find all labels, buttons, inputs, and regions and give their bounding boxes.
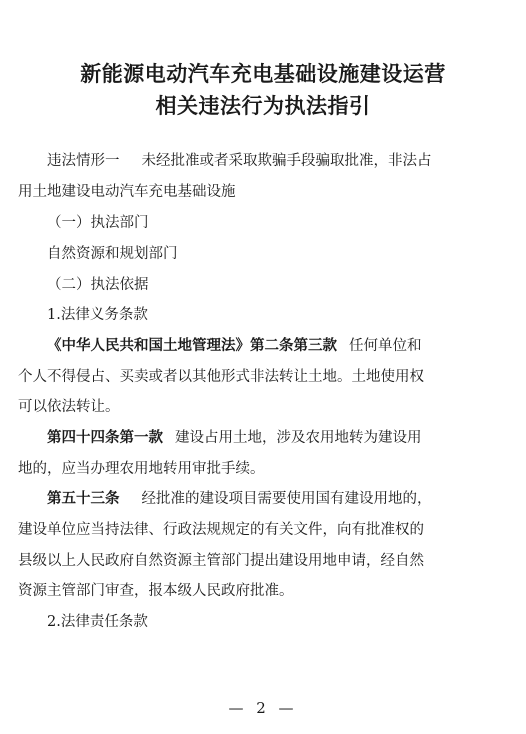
case-paragraph-line-2: 用土地建设电动汽车充电基础设施 (18, 184, 236, 200)
obligations-heading: 1.法律义务条款 (47, 307, 148, 323)
law3-line-4: 资源主管部门审查，报本级人民政府批准。 (18, 583, 294, 599)
document-title-line-2: 相关违法行为执法指引 (155, 94, 371, 118)
liability-heading: 2.法律责任条款 (47, 614, 148, 630)
law3-line-3: 县级以上人民政府自然资源主管部门提出建设用地申请，经自然 (18, 553, 424, 569)
section1-content: 自然资源和规划部门 (47, 246, 178, 262)
page-number: — 2 — (228, 699, 298, 717)
law2-line-2: 地的，应当办理农用地转用审批手续。 (18, 461, 265, 477)
case-paragraph-line-1 (18, 151, 526, 171)
law1-line-1 (18, 336, 526, 356)
law1-reference: 《中华人民共和国土地管理法》第二条第三款 (47, 338, 337, 354)
law1-line-2: 个人不得侵占、买卖或者以其他形式非法转让土地。土地使用权 (18, 369, 424, 385)
case-label: 违法情形一 (47, 153, 120, 169)
section1-heading: （一）执法部门 (47, 215, 149, 231)
law3-reference: 第五十三条 (47, 491, 120, 507)
law2-line-1 (18, 428, 526, 448)
document-title-line-1: 新能源电动汽车充电基础设施建设运营 (80, 62, 446, 86)
case-text-1: 未经批准或者采取欺骗手段骗取批准，非法占 (141, 153, 432, 169)
law2-text-1: 建设占用土地，涉及农用地转为建设用 (175, 430, 422, 446)
law1-text-1: 任何单位和 (349, 338, 422, 354)
section2-heading: （二）执法依据 (47, 277, 149, 293)
law3-text-1: 经批准的建设项目需要使用国有建设用地的， (141, 491, 432, 507)
law3-line-1 (18, 489, 526, 509)
law1-line-3: 可以依法转让。 (18, 399, 120, 415)
law2-reference: 第四十四条第一款 (47, 430, 163, 446)
law3-line-2: 建设单位应当持法律、行政法规规定的有关文件，向有批准权的 (18, 522, 424, 538)
